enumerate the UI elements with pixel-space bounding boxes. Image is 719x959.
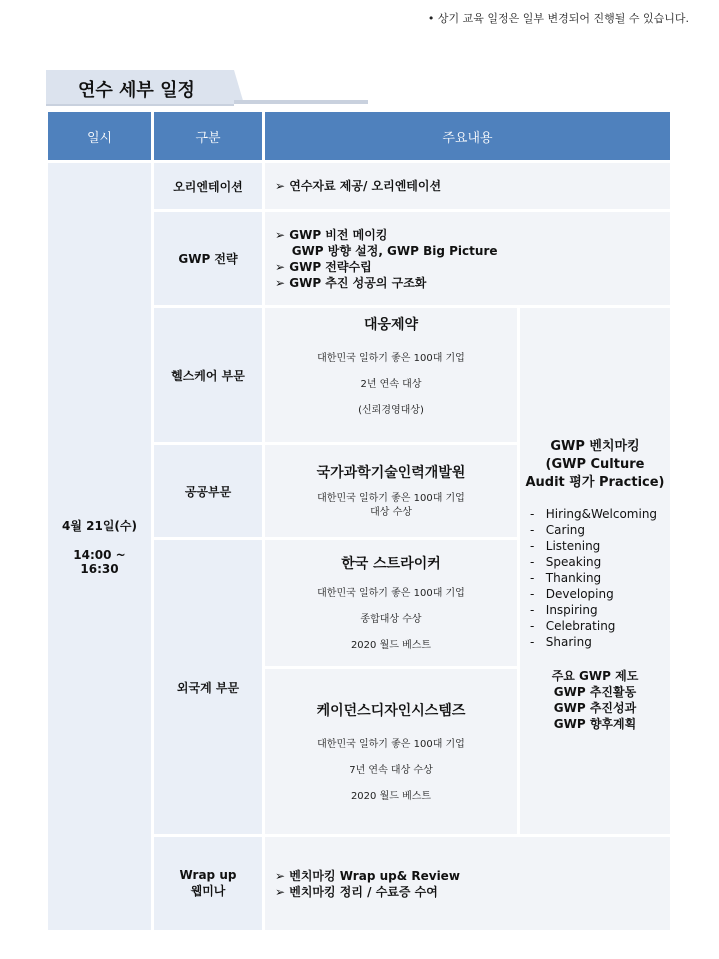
schedule-datetime [48, 163, 151, 930]
company-award: 대한민국 일하기 좋은 100대 기업 [317, 588, 465, 599]
benchmark-item: - Thanking [530, 571, 602, 585]
benchmark-extra [552, 668, 639, 732]
row-content-orientation [265, 163, 670, 209]
section-title-text: 연수 세부 일정 [78, 80, 195, 101]
wrapup-label-line: 웹미나 [190, 884, 226, 898]
benchmark-item: - Hiring&Welcoming [530, 507, 658, 521]
row-label-public: 공공부문 [154, 445, 262, 537]
company-award: 7년 연속 대상 수상 [349, 764, 433, 776]
company-award: 대한민국 일하기 좋은 100대 기업 [317, 493, 465, 504]
benchmark-item: - Celebrating [530, 619, 616, 633]
header-content: 주요내용 [265, 112, 670, 160]
benchmark-panel [520, 308, 670, 834]
company-name: 국가과학기술인력개발원 [316, 465, 466, 481]
schedule-change-note: • 상기 교육 일정은 일부 변경되어 진행될 수 있습니다. [427, 12, 689, 25]
benchmark-title [525, 438, 664, 492]
strategy-item: ➢ GWP 추진 성공의 구조화 [275, 275, 427, 290]
wrapup-label-line: Wrap up [179, 868, 237, 882]
strategy-items [275, 227, 498, 291]
benchmark-title-line: Audit 평가 Practice) [525, 475, 665, 490]
benchmark-extra-line: 주요 GWP 제도 [551, 669, 639, 683]
benchmark-title-line: (GWP Culture [545, 457, 645, 472]
row-label-strategy: GWP 전략 [154, 212, 262, 305]
company-daewoong [265, 308, 517, 442]
company-award: 대한민국 일하기 좋은 100대 기업 [317, 353, 465, 364]
row-label-wrapup [154, 837, 262, 930]
wrapup-item: ➢ 벤치마킹 정리 / 수료증 수여 [275, 884, 438, 899]
strategy-item: ➢ GWP 비전 메이킹 [275, 227, 388, 242]
company-award: 대상 수상 [370, 507, 412, 518]
benchmark-title-line: GWP 벤치마킹 [550, 439, 640, 454]
section-title [46, 70, 368, 106]
row-label-foreign: 외국계 부문 [154, 540, 262, 834]
schedule-table [46, 110, 672, 932]
benchmark-extra-line: GWP 추진활동 [553, 685, 637, 699]
benchmark-list [530, 506, 657, 650]
benchmark-item: - Speaking [530, 555, 602, 569]
strategy-item: GWP 방향 설정, GWP Big Picture [275, 243, 498, 258]
benchmark-item: - Caring [530, 523, 585, 537]
benchmark-item: - Inspiring [530, 603, 598, 617]
company-cadence [265, 669, 517, 834]
orientation-item: ➢ 연수자료 제공/ 오리엔테이션 [275, 179, 442, 193]
benchmark-extra-line: GWP 추진성과 [553, 701, 637, 715]
row-content-strategy [265, 212, 670, 305]
company-kird [265, 445, 517, 537]
schedule-time-end: 16:30 [80, 562, 119, 576]
benchmark-item: - Sharing [530, 635, 592, 649]
benchmark-item: - Listening [530, 539, 601, 553]
benchmark-item: - Developing [530, 587, 614, 601]
wrapup-items [275, 868, 460, 900]
company-name: 한국 스트라이커 [341, 556, 441, 572]
benchmark-extra-line: GWP 향후계획 [553, 717, 637, 731]
company-award: 2020 월드 베스트 [350, 790, 432, 802]
header-category: 구분 [154, 112, 262, 160]
row-label-healthcare: 헬스케어 부문 [154, 308, 262, 442]
company-name: 대웅제약 [363, 317, 419, 333]
row-label-orientation: 오리엔테이션 [154, 163, 262, 209]
company-award: 대한민국 일하기 좋은 100대 기업 [317, 738, 465, 750]
orientation-items [275, 178, 441, 194]
company-award: 2년 연속 대상 [360, 379, 422, 390]
company-name: 케이던스디자인시스템즈 [316, 702, 466, 719]
wrapup-item: ➢ 벤치마킹 Wrap up& Review [275, 868, 460, 883]
row-content-wrapup [265, 837, 670, 930]
header-date: 일시 [48, 112, 151, 160]
company-award: 종합대상 수상 [360, 614, 422, 625]
company-award: (신뢰경영대상) [358, 405, 424, 416]
section-title-underline [234, 100, 368, 104]
schedule-date: 4월 21일(수) [62, 519, 137, 533]
strategy-item: ➢ GWP 전략수립 [275, 259, 372, 274]
schedule-time-start: 14:00 ~ [73, 548, 126, 562]
company-stryker [265, 540, 517, 666]
company-award: 2020 월드 베스트 [350, 640, 432, 651]
